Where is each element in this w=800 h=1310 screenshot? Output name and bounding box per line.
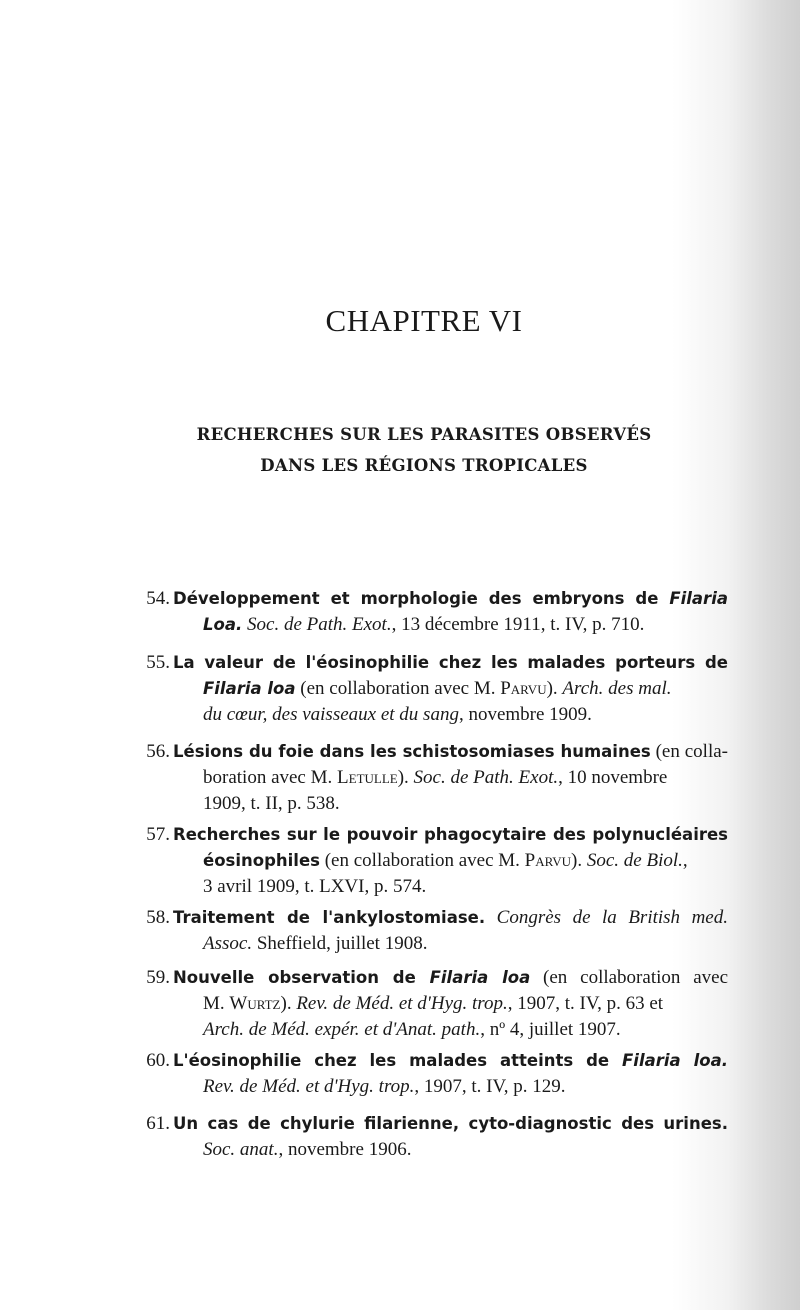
entry-line bbox=[173, 1074, 728, 1100]
entry-reference: , novembre 1906. bbox=[278, 1139, 412, 1160]
entry-text: ). bbox=[571, 850, 587, 871]
entry-text: ). bbox=[280, 993, 297, 1014]
entry-title-bold: Traitement de l'ankylostomiase. bbox=[173, 908, 486, 927]
entry-species-bold-italic: Loa. bbox=[203, 615, 243, 634]
entry-line bbox=[173, 765, 728, 791]
entry-number: 58. bbox=[146, 907, 170, 928]
bibliography-entry-54 bbox=[146, 586, 728, 638]
entry-text: (en collaboration avec M. bbox=[319, 850, 525, 871]
bibliography-entry-57 bbox=[146, 822, 728, 900]
entry-journal: Arch. des mal. bbox=[562, 678, 672, 699]
entry-journal: Soc. de Path. Exot. bbox=[413, 767, 559, 788]
bibliography-entry-55 bbox=[146, 650, 728, 728]
entry-title-bold: L'éosinophilie chez les malades atteints de bbox=[173, 1051, 623, 1070]
entry-species-bold-italic: Filaria loa. bbox=[622, 1051, 728, 1070]
entry-journal: du cœur, des vaisseaux et du sang bbox=[203, 704, 459, 725]
entry-line bbox=[173, 650, 728, 676]
entry-line bbox=[173, 1048, 728, 1074]
entry-coauthor: Parvu bbox=[500, 678, 547, 699]
entry-journal: Assoc. bbox=[203, 933, 253, 954]
entry-number: 57. bbox=[146, 824, 170, 845]
entry-line bbox=[173, 739, 728, 765]
entry-number: 55. bbox=[146, 652, 170, 673]
entry-title-bold: Recherches sur le pouvoir phagocytaire des polynucléaires bbox=[173, 825, 728, 844]
entry-line bbox=[173, 791, 728, 817]
entry-line bbox=[173, 1017, 728, 1043]
entry-line bbox=[173, 702, 728, 728]
entry-line bbox=[173, 1111, 728, 1137]
bibliography-entry-58 bbox=[146, 905, 728, 957]
entry-line bbox=[173, 991, 728, 1017]
entry-number: 54. bbox=[146, 588, 170, 609]
section-title-line-1: RECHERCHES SUR LES PARASITES OBSERVÉS bbox=[196, 425, 652, 444]
entry-journal: Soc. de Biol. bbox=[586, 850, 683, 871]
bibliography-entry-61 bbox=[146, 1111, 728, 1163]
entry-journal: Rev. de Méd. et d'Hyg. trop. bbox=[296, 993, 508, 1014]
entry-title-bold: Nouvelle observation de bbox=[173, 968, 430, 987]
entry-text: (en collaboration avec bbox=[530, 967, 728, 988]
entry-line bbox=[173, 676, 728, 702]
entry-number: 59. bbox=[146, 967, 170, 988]
entry-line bbox=[173, 612, 728, 638]
entry-number: 61. bbox=[146, 1113, 170, 1134]
entry-line bbox=[173, 586, 728, 612]
entry-journal: Soc. de Path. Exot. bbox=[242, 614, 392, 635]
entry-coauthor: Parvu bbox=[524, 850, 572, 871]
entry-title-bold: Lésions du foie dans les schistosomiases humaines bbox=[173, 742, 651, 761]
entry-line bbox=[173, 848, 728, 874]
entry-line bbox=[173, 965, 728, 991]
entry-journal: Congrès de la British med. bbox=[485, 907, 728, 928]
entry-text: ). bbox=[397, 767, 414, 788]
entry-line bbox=[173, 874, 728, 900]
entry-reference: , 10 novembre bbox=[558, 767, 668, 788]
entry-coauthor: Wurtz bbox=[229, 993, 281, 1014]
section-title-line-2: DANS LES RÉGIONS TROPICALES bbox=[260, 456, 588, 475]
entry-title-bold: Développement et morphologie des embryons de bbox=[173, 589, 670, 608]
entry-journal: Arch. de Méd. expér. et d'Anat. path. bbox=[203, 1019, 481, 1040]
entry-reference: , 1907, t. IV, p. 129. bbox=[414, 1076, 566, 1097]
entry-number: 60. bbox=[146, 1050, 170, 1071]
entry-reference: , 13 décembre 1911, t. IV, p. 710. bbox=[391, 614, 645, 635]
entry-species-bold-italic: Filaria loa bbox=[203, 679, 296, 698]
entry-reference: 1909, t. II, p. 538. bbox=[203, 793, 340, 814]
entry-reference: , nº 4, juillet 1907. bbox=[480, 1019, 621, 1040]
entry-reference: , novembre 1909. bbox=[458, 704, 592, 725]
chapter-title: CHAPITRE VI bbox=[325, 303, 523, 338]
entry-title-bold: La valeur de l'éosinophilie chez les malades porteurs de bbox=[173, 653, 728, 672]
entry-text: M. bbox=[203, 993, 230, 1014]
bibliography-entry-56 bbox=[146, 739, 728, 817]
entry-journal: Soc. anat. bbox=[203, 1139, 279, 1160]
entry-coauthor: Letulle bbox=[337, 767, 398, 788]
entry-title-bold: éosinophiles bbox=[203, 851, 320, 870]
entry-number: 56. bbox=[146, 741, 170, 762]
entry-text: boration avec M. bbox=[203, 767, 338, 788]
entry-reference: 3 avril 1909, t. LXVI, p. 574. bbox=[203, 876, 427, 897]
entry-title-bold: Un cas de chylurie filarienne, cyto-diagnostic des urines. bbox=[173, 1114, 728, 1133]
entry-line bbox=[173, 931, 728, 957]
entry-text: (en colla- bbox=[650, 741, 728, 762]
bibliography-entry-60 bbox=[146, 1048, 728, 1100]
entry-species-bold-italic: Filaria loa bbox=[429, 968, 531, 987]
entry-reference: , 1907, t. IV, p. 63 et bbox=[507, 993, 664, 1014]
entry-line bbox=[173, 905, 728, 931]
entry-text: ). bbox=[546, 678, 563, 699]
entry-line bbox=[173, 822, 728, 848]
entry-text: (en collaboration avec M. bbox=[295, 678, 501, 699]
entry-reference: Sheffield, juillet 1908. bbox=[252, 933, 428, 954]
entry-text: , bbox=[682, 850, 688, 871]
entry-line bbox=[173, 1137, 728, 1163]
bibliography-entry-59 bbox=[146, 965, 728, 1043]
entry-species-bold-italic: Filaria bbox=[669, 589, 728, 608]
entry-journal: Rev. de Méd. et d'Hyg. trop. bbox=[203, 1076, 415, 1097]
